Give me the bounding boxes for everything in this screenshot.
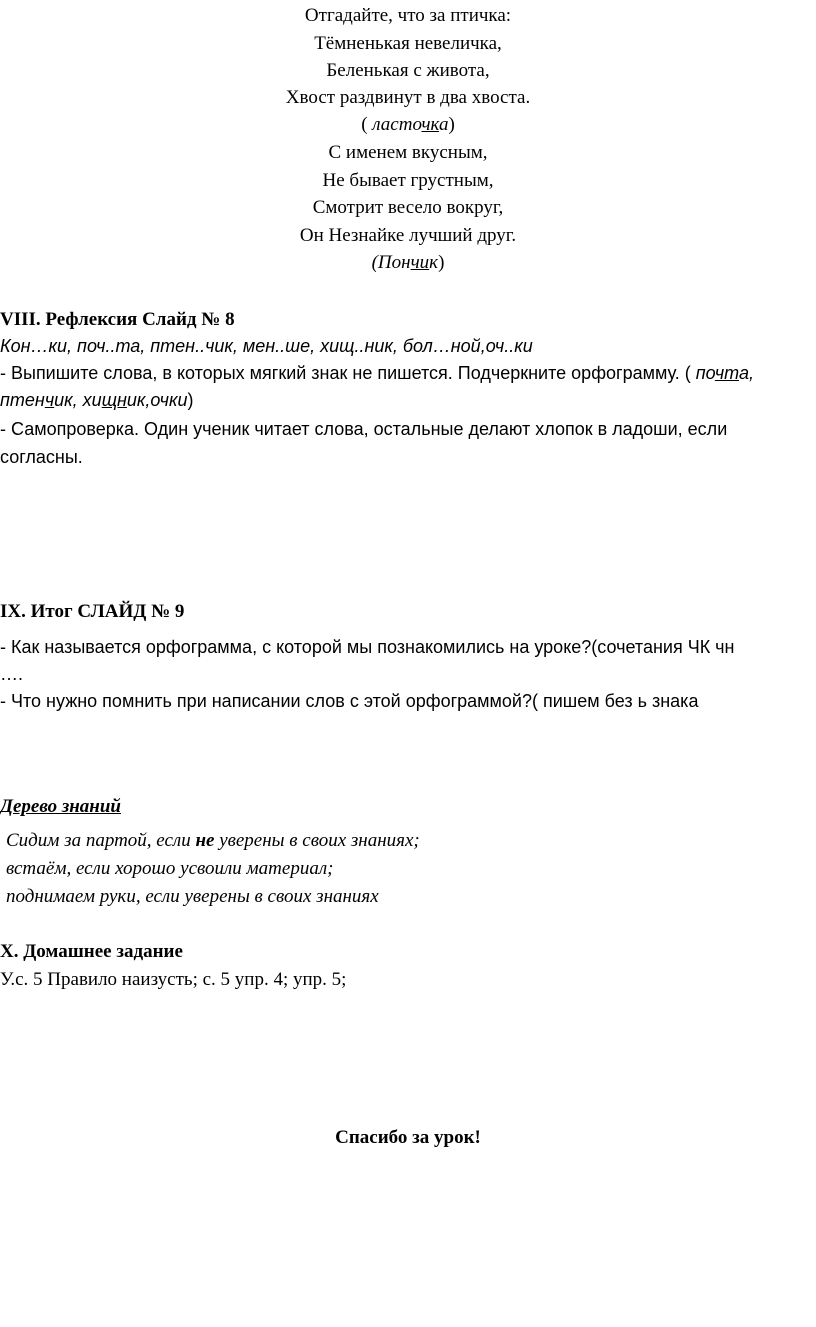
answer-post: а bbox=[438, 114, 449, 135]
task-word1-underlined: чт bbox=[714, 363, 739, 383]
section8-check-line1: - Самопроверка. Один ученик читает слова, остальные делают хлопок в ладоши, если bbox=[0, 419, 728, 439]
riddle2-line-3: Смотрит весело вокруг, bbox=[312, 197, 504, 218]
answer-pre: ласто bbox=[372, 114, 422, 135]
task-word1-post: а, bbox=[738, 363, 754, 383]
section8-heading: VIII. Рефлексия Слайд № 8 bbox=[0, 309, 235, 330]
task-word1-pre: по bbox=[695, 363, 715, 383]
tree-line1-post: уверены в своих знаниях; bbox=[214, 830, 420, 851]
closing-text: Спасибо за урок! bbox=[335, 1127, 481, 1148]
task-word2-underlined: ч bbox=[44, 390, 55, 410]
riddle1-answer bbox=[0, 115, 816, 134]
section8-words: Кон…ки, поч..та, птен..чик, мен..ше, хищ..ник, бол…ной,оч..ки bbox=[0, 336, 533, 356]
tree-heading: Дерево знаний bbox=[0, 796, 121, 817]
answer-pre: (Пон bbox=[371, 252, 411, 273]
riddle1-line-4: Хвост раздвинут в два хвоста. bbox=[285, 87, 531, 108]
answer-open: ( bbox=[361, 114, 373, 135]
section10-heading: X. Домашнее задание bbox=[0, 941, 183, 962]
task-word3-post: ик,очки bbox=[126, 390, 188, 410]
tree-line-1 bbox=[6, 831, 420, 850]
answer-underlined: чи bbox=[410, 252, 430, 273]
task-text: - Выпишите слова, в которых мягкий знак не пишется. Подчеркните орфограмму. ( bbox=[0, 363, 696, 383]
task-close: ) bbox=[187, 390, 194, 410]
answer-post: к bbox=[429, 252, 439, 273]
answer-close: ) bbox=[438, 252, 445, 273]
section9-question1-line2: …. bbox=[0, 664, 24, 684]
section9-question2: - Что нужно помнить при написании слов с этой орфограммой?( пишем без ь знака bbox=[0, 691, 699, 711]
riddle2-line-1: С именем вкусным, bbox=[328, 142, 488, 163]
task-word2-pre: птен bbox=[0, 390, 45, 410]
section9-heading: IX. Итог СЛАЙД № 9 bbox=[0, 601, 185, 622]
section8-check-line2: согласны. bbox=[0, 447, 83, 467]
section9-question1-line1: - Как называется орфограмма, с которой мы познакомились на уроке?(сочетания ЧК чн bbox=[0, 637, 735, 657]
tree-line-2: встаём, если хорошо усвоили материал; bbox=[6, 858, 334, 879]
riddle2-line-2: Не бывает грустным, bbox=[322, 170, 494, 191]
tree-line-3: поднимаем руки, если уверены в своих знаниях bbox=[6, 886, 379, 907]
tree-line1-pre: Сидим за партой, если bbox=[6, 830, 196, 851]
task-word2-post: ик, хи bbox=[54, 390, 102, 410]
answer-underlined: чк bbox=[421, 114, 439, 135]
riddle1-line-3: Беленькая с живота, bbox=[326, 60, 490, 81]
tree-line1-bold: не bbox=[195, 830, 215, 851]
riddle1-line-1: Отгадайте, что за птичка: bbox=[304, 5, 512, 26]
section10-text: У.с. 5 Правило наизусть; с. 5 упр. 4; упр. 5; bbox=[0, 969, 347, 990]
answer-close: ) bbox=[448, 114, 455, 135]
riddle2-answer bbox=[0, 253, 816, 272]
riddle1-line-2: Тёмненькая невеличка, bbox=[314, 33, 502, 54]
section8-task-line1 bbox=[0, 364, 754, 382]
task-word3-underlined: щн bbox=[101, 390, 127, 410]
riddle2-line-4: Он Незнайке лучший друг. bbox=[299, 225, 517, 246]
section8-task-line2 bbox=[0, 391, 193, 409]
